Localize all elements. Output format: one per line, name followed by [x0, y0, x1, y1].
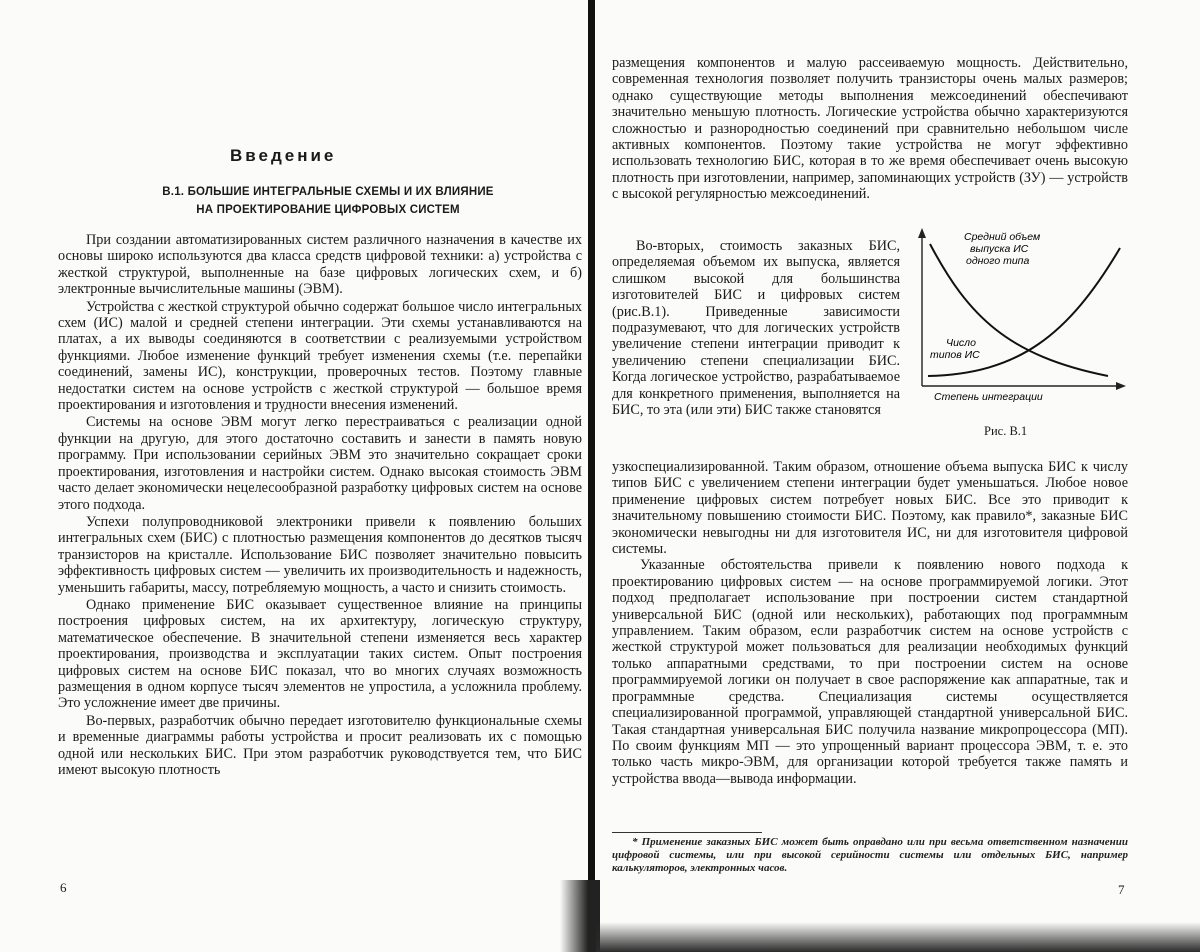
label-types-line1: Число [946, 337, 976, 349]
paragraph: Указанные обстоятельства привели к появлению нового подхода к проектированию цифровых систем — на основе программируемой логики. Этот подход предполагает использование при построении систем стандартной универсальной БИС (одной или нескольких), работающих под программным управлением. Таким образом, если разработчик систем на основе устройств с жесткой структурой может пользоваться для реализации необходимых функций только аппаратными средствами, то при построении систем на основе программируемой логики он получает в свое распоряжение как аппаратные, так и программные средства. Специализация системы осуществляется специализированной программой, управляющей стандартной универсальной БИС. Такая стандартная универсальная БИС получила название микропроцессора (МП). По своим функциям МП — это упрощенный вариант процессора ЭВМ, т. е. это только часть микро-ЭВМ, для организации которой требуется также память и устройства ввода—вывода информации. [612, 557, 1128, 787]
page-bottom-shadow [596, 922, 1200, 952]
section-title-line2: НА ПРОЕКТИРОВАНИЕ ЦИФРОВЫХ СИСТЕМ [196, 204, 460, 216]
right-page-narrow-text [612, 238, 900, 418]
paragraph: размещения компонентов и малую рассеиваемую мощность. Действительно, современная технология позволяет получить транзисторы очень малых размеров; однако существующие методы выполнения межсоединений обеспечивают значительно меньшую плотность. Логические устройства обычно характеризуются сложностью и разнородностью соединений при сравнительно небольшом числе активных компонентов. Поэтому такие устройства не могут эффективно использовать технологию БИС, которая в то же время обеспечивает очень высокую плотность при изготовлении, например, запоминающих устройств (ЗУ) — устройств с высокой регулярностью межсоединений. [612, 55, 1128, 203]
label-volume-line2: выпуска ИС [970, 243, 1029, 255]
paragraph: Во-первых, разработчик обычно передает изготовителю функциональные схемы и временные диаграммы работы устройства и просит реализовать их с помощью одной или нескольких БИС. При этом разработчик руководствуется тем, что БИС имеют высокую плотность [58, 712, 582, 778]
label-types-line2: типов ИС [930, 349, 980, 361]
figure-caption: Рис. В.1 [984, 424, 1028, 438]
right-page-bottom-text [612, 459, 1128, 787]
page-number-right: 7 [1118, 882, 1125, 897]
paragraph: Устройства с жесткой структурой обычно содержат большое число интегральных схем (ИС) малой и средней степени интеграции. Эти схемы устанавливаются на платах, а их выводы соединяются в соответствии с реализуемыми устройством функциями. Любое изменение функций требует изменения схемы (т.е. перепайки соединений, замены ИС), конструкции, проверочных тестов. Поэтому главные недостатки систем на основе устройств с жесткой структурой — большое время проектирования и изготовления и трудности внесения изменений. [58, 298, 582, 414]
book-spine [588, 0, 595, 952]
paragraph: Однако применение БИС оказывает существенное влияние на принципы построения цифровых систем, на их архитектуру, логическую структуру, математическое обеспечение. В значительной степени изменяется весь характер проектирования, производства и эксплуатации таких систем. Опыт построения цифровых систем на основе БИС показал, что во многих случаях возможность размещения в одном корпусе тысяч элементов не упростила, а усложнила проблему. Это усложнение имеет две причины. [58, 596, 582, 712]
label-volume-line1: Средний объем [964, 231, 1041, 243]
footnote-divider [612, 832, 762, 833]
label-volume-line3: одного типа [966, 255, 1030, 267]
label-axis: Степень интеграции [934, 391, 1043, 403]
paragraph: узкоспециализированной. Таким образом, отношение объема выпуска БИС к числу типов БИС с увеличением степени интеграции будет уменьшаться. Любое новое применение цифровых систем потребует новых БИС. Все это приводит к значительному повышению стоимости БИС. Поэтому, как правило*, заказные БИС экономически невыгодны ни для изготовителя ИС, ни для изготовителя цифровой системы. [612, 459, 1128, 558]
figure-b1 [908, 226, 1128, 446]
section-title [138, 183, 518, 219]
spine-shadow [560, 880, 600, 952]
section-title-line1: В.1. БОЛЬШИЕ ИНТЕГРАЛЬНЫЕ СХЕМЫ И ИХ ВЛИЯНИЕ [162, 186, 494, 198]
paragraph: Успехи полупроводниковой электроники привели к появлению больших интегральных схем (БИС) с плотностью размещения компонентов до десятков тысяч транзисторов на кристалле. Использование БИС позволяет значительно повысить эффективность цифровых систем — увеличить их производительность и надежность, уменьшить габариты, массу, потребляемую мощность, а часто и снизить стоимость. [58, 513, 582, 596]
paragraph: При создании автоматизированных систем различного назначения в качестве их основы широко используются два класса средств цифровой техники: а) устройства с жесткой структурой, выполненные на базе цифровых логических схем, и б) электронные вычислительные машины (ЭВМ). [58, 232, 582, 298]
page-number-left: 6 [60, 880, 67, 895]
paragraph: Во-вторых, стоимость заказных БИС, определяемая объемом их выпуска, является слишком высокой для большинства изготовителей БИС и цифровых систем (рис.В.1). Приведенные зависимости подразумевают, что для логических устройств увеличение степени интеграции приводит к увеличению степени специализации БИС. Когда логическое устройство, разрабатываемое для конкретного применения, выполняется на БИС, то эта (или эти) БИС также становятся [612, 238, 900, 419]
left-page-body [58, 232, 582, 779]
paragraph: Системы на основе ЭВМ могут легко перестраиваться с реализации одной функции на другую, для этого достаточно составить и занести в память новую программу. При использовании серийных ЭВМ это значительно сокращает сроки проектирования, изготовления и настройки систем. Однако высокая стоимость ЭВМ часто делает экономически нецелесообразной разработку цифровых систем на основе этого подхода. [58, 414, 582, 513]
footnote: * Применение заказных БИС может быть оправдано или при весьма ответственном назначении цифровой системы, или при высокой серийности системы или отдельных БИС, например калькуляторов, электронных часов. [612, 836, 1128, 874]
right-page-top-text [612, 55, 1128, 203]
chapter-title: Введение [230, 146, 337, 165]
